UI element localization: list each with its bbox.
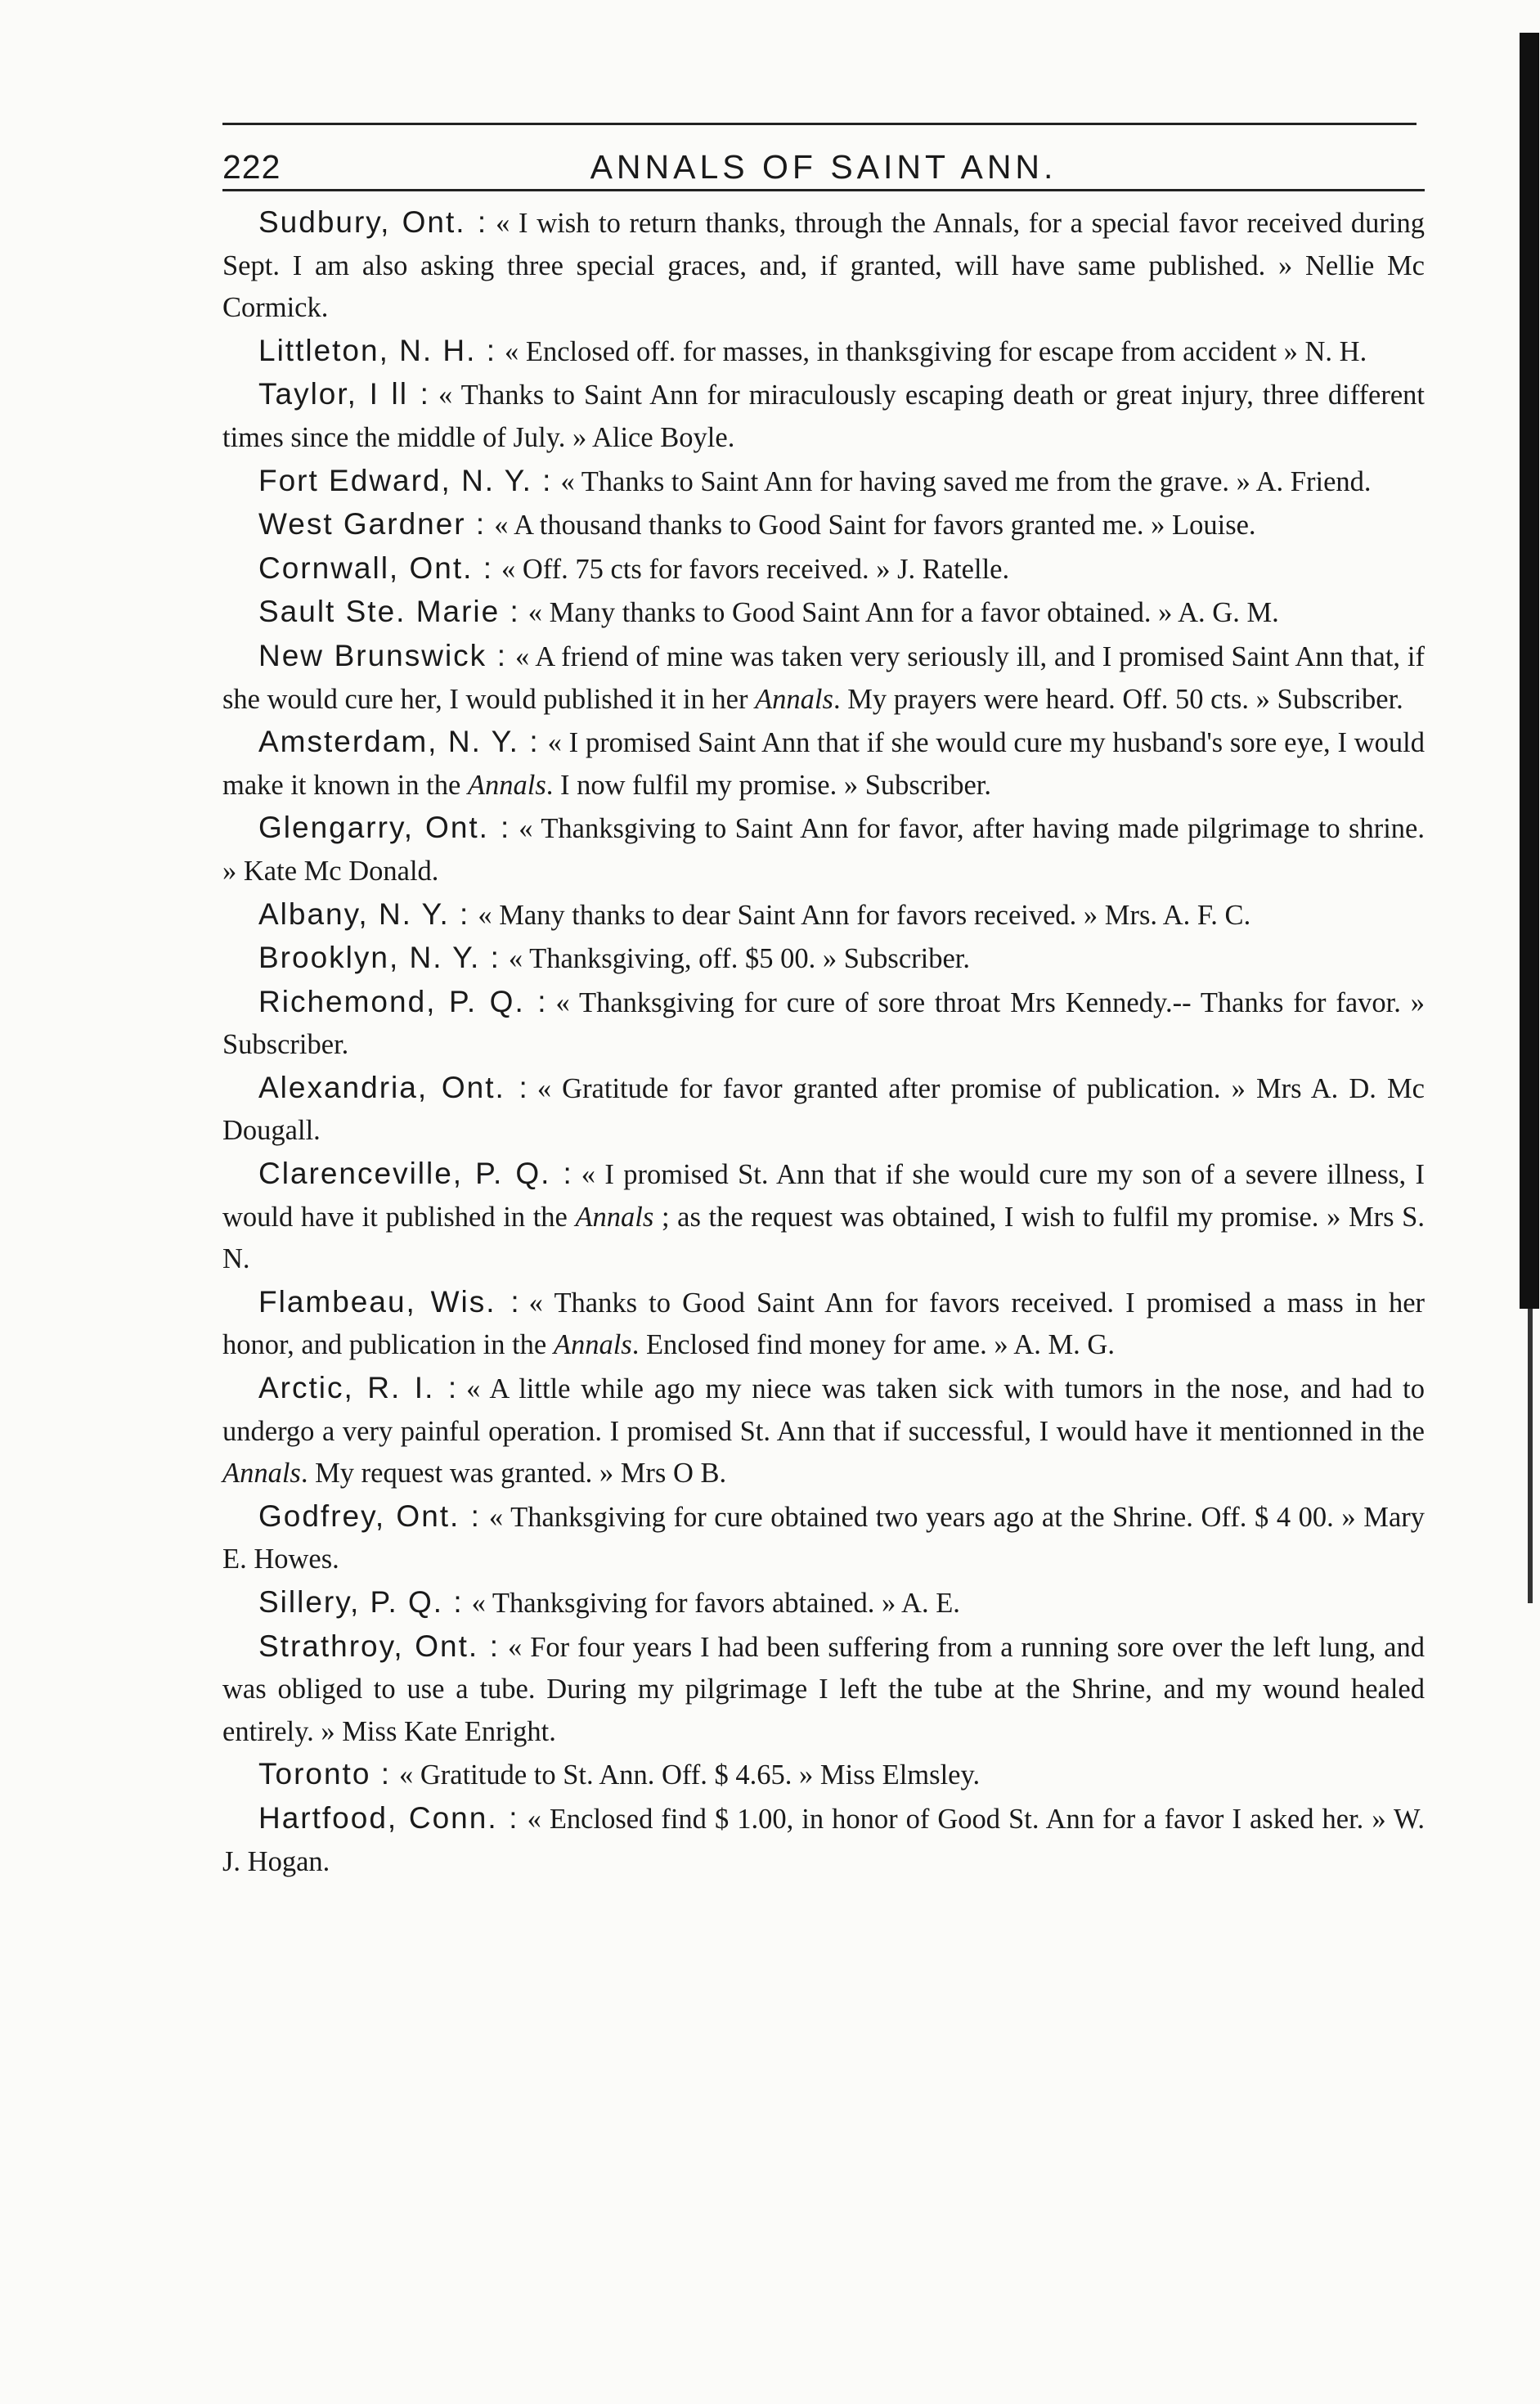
entry-place: Godfrey, Ont. : <box>258 1499 481 1533</box>
entry-place: Sillery, P. Q. : <box>258 1585 464 1619</box>
entry-place: Glengarry, Ont. : <box>258 811 511 845</box>
entry <box>222 1281 1425 1367</box>
entry-text: « Thanksgiving for cure of sore throat Mrs Kennedy.-- Thanks for favor. » Subscriber. <box>222 986 1425 1061</box>
entry <box>222 1625 1425 1754</box>
entry <box>222 1153 1425 1281</box>
scan-edge-bar <box>1520 33 1539 1309</box>
entry-annals-italic: Annals <box>222 1458 301 1490</box>
entry-text: « Thanksgiving for favors abtained. » A. E. <box>471 1588 960 1619</box>
entry <box>222 981 1425 1067</box>
entry-place: Amsterdam, N. Y. : <box>258 725 540 759</box>
entry <box>222 1753 1425 1797</box>
entries-list <box>222 201 1425 1883</box>
entry-text: « I promised Saint Ann that if she would cure my husband's sore eye, I would make it known in the <box>222 727 1425 801</box>
entry-place: Littleton, N. H. : <box>258 333 496 367</box>
entry-place: New Brunswick : <box>258 638 507 672</box>
entry-text: . My request was granted. » Mrs O B. <box>300 1458 727 1490</box>
entry-text: . I now fulfil my promise. » Subscriber. <box>546 769 992 801</box>
entry-place: Brooklyn, N. Y. : <box>258 941 501 975</box>
entry-place: Cornwall, Ont. : <box>258 550 493 585</box>
entry-place: Alexandria, Ont. : <box>258 1070 529 1104</box>
entry-text: « I wish to return thanks, through the Annals, for a special favor received during Sept. I am also asking three special graces, and, if granted, will have same published. » Nellie Mc Cormick. <box>222 208 1425 324</box>
entry-text: « Gratitude to St. Ann. Off. $ 4.65. » Miss Elmsley. <box>398 1759 981 1791</box>
entry-text: « Many thanks to dear Saint Ann for favors received. » Mrs. A. F. C. <box>478 899 1251 931</box>
entry-text: « Many thanks to Good Saint Ann for a favor obtained. » A. G. M. <box>528 597 1279 629</box>
entry-place: Taylor, I ll : <box>258 377 430 411</box>
page-number: 222 <box>222 148 281 186</box>
entry-annals-italic: Annals <box>467 769 546 801</box>
entry <box>222 937 1425 981</box>
entry-text: « Enclosed find $ 1.00, in honor of Good St. Ann for a favor I asked her. » W. J. Hogan. <box>222 1803 1426 1877</box>
entry <box>222 330 1425 374</box>
entry-text: « Enclosed off. for masses, in thanksgiving for escape from accident » N. H. <box>505 335 1367 367</box>
entry-place: West Gardner : <box>258 507 487 541</box>
entry-annals-italic: Annals <box>755 683 833 715</box>
entry-text: « I promised St. Ann that if she would cure my son of a severe illness, I would have it published in the <box>222 1159 1426 1233</box>
entry-text: « Gratitude for favor granted after promise of publication. » Mrs A. D. Mc Dougall. <box>222 1072 1425 1147</box>
entry-annals-italic: Annals <box>553 1329 632 1361</box>
entry-text: ; as the request was obtained, I wish to fulfil my promise. » Mrs S. N. <box>222 1201 1425 1275</box>
entry-place: Sault Ste. Marie : <box>258 595 520 629</box>
entry-text: « Thanks to Saint Ann for miraculously escaping death or great injury, three different times since the middle of July. » Alice Boyle. <box>222 380 1426 453</box>
page-content <box>222 123 1425 1883</box>
entry <box>222 201 1425 330</box>
entry-place: Sudbury, Ont. : <box>258 205 488 239</box>
entry-place: Strathroy, Ont. : <box>258 1629 501 1663</box>
entry <box>222 1367 1425 1495</box>
entry-place: Arctic, R. I. : <box>258 1371 459 1405</box>
entry-annals-italic: Annals <box>575 1201 654 1233</box>
entry <box>222 721 1425 807</box>
entry <box>222 893 1425 937</box>
entry <box>222 460 1425 504</box>
running-title: ANNALS OF SAINT ANN. <box>590 148 1057 186</box>
entry-text: « Thanksgiving for cure obtained two years ago at the Shrine. Off. $ 4 00. » Mary E. Howes. <box>222 1501 1426 1575</box>
entry-text: « Off. 75 cts for favors received. » J. Ratelle. <box>501 553 1010 585</box>
entry <box>222 1797 1425 1883</box>
entry <box>222 591 1425 635</box>
entry-place: Flambeau, Wis. : <box>258 1284 521 1319</box>
entry <box>222 547 1425 591</box>
entry-text: « A friend of mine was taken very seriously ill, and I promised Saint Ann that, if she would cure her, I would published it in her <box>222 640 1425 715</box>
entry-place: Fort Edward, N. Y. : <box>258 463 553 497</box>
entry-text: « Thanksgiving, off. $5 00. » Subscriber. <box>508 943 970 975</box>
running-header <box>222 125 1425 191</box>
entry-place: Clarenceville, P. Q. : <box>258 1157 573 1191</box>
entry <box>222 1067 1425 1153</box>
entry <box>222 1495 1425 1581</box>
entry-place: Toronto : <box>258 1757 391 1791</box>
entry-place: Hartfood, Conn. : <box>258 1800 519 1835</box>
entry <box>222 373 1425 459</box>
entry <box>222 1581 1425 1625</box>
entry <box>222 503 1425 547</box>
entry <box>222 807 1425 892</box>
entry-text: . My prayers were heard. Off. 50 cts. » Subscriber. <box>833 683 1403 715</box>
entry-place: Richemond, P. Q. : <box>258 984 548 1018</box>
entry-text: . Enclosed find money for ame. » A. M. G. <box>631 1329 1115 1361</box>
entry-text: « A thousand thanks to Good Saint for favors granted me. » Louise. <box>494 510 1256 541</box>
entry-place: Albany, N. Y. : <box>258 896 470 931</box>
entry-text: « Thanksgiving to Saint Ann for favor, after having made pilgrimage to shrine. » Kate Mc Donald. <box>222 813 1425 887</box>
entry <box>222 635 1425 721</box>
entry-text: « A little while ago my niece was taken sick with tumors in the nose, and had to undergo a very painful operation. I promised St. Ann that if successful, I would have it mentionned in the <box>222 1373 1425 1447</box>
entry-text: « For four years I had been suffering from a running sore over the left lung, and was obliged to use a tube. During my pilgrimage I left the tube at the Shrine, and my wound healed entirely. » Miss Kate Enright. <box>222 1631 1425 1747</box>
scan-edge-mark <box>1528 1309 1533 1603</box>
entry-text: « Thanks to Saint Ann for having saved me from the grave. » A. Friend. <box>560 465 1372 497</box>
entry-text: « Thanks to Good Saint Ann for favors received. I promised a mass in her honor, and publication in the <box>222 1287 1425 1361</box>
